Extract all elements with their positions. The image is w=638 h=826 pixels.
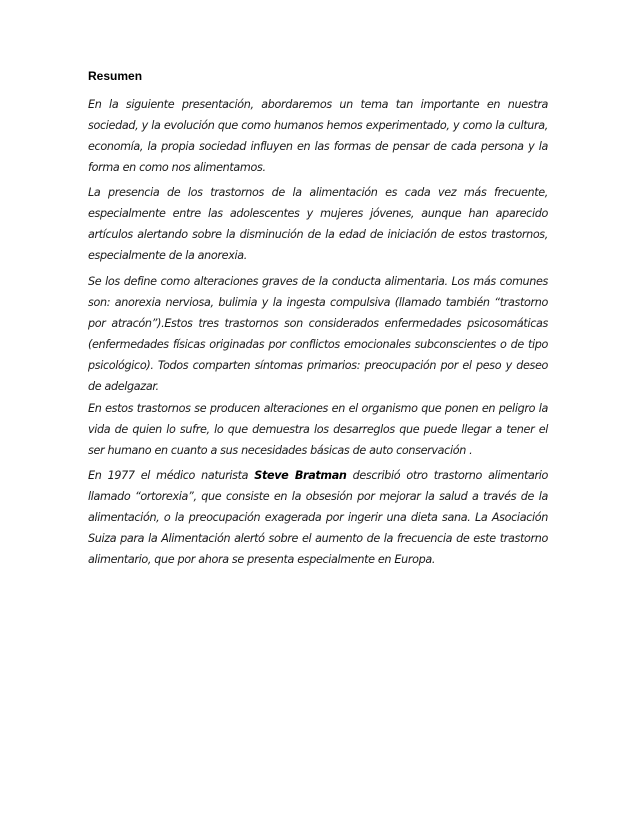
- paragraph-introduction: En la siguiente presentación, abordaremos un tema tan importante en nuestra sociedad, y la evolución que como humanos hemos experimentado, y como la cultura, economía, la propia sociedad influyen en las formas de pensar de cada persona y la forma en como nos alimentamos.: [88, 98, 548, 174]
- document-heading: Resumen: [88, 69, 143, 83]
- author-name: Steve Bratman: [254, 469, 347, 482]
- paragraph-orthorexia-body: describió otro trastorno alimentario llamado “ortorexia”, que consiste en la obsesión por mejorar la salud a través de la alimentación, o la preocupación exagerada por ingerir una dieta sana. La Asociación Suiza para la Alimentación alertó sobre el aumento de la frecuencia de este trastorno alimentario, que por ahora se presenta especialmente en Europa.: [88, 469, 548, 566]
- paragraph-prevalence: La presencia de los trastornos de la alimentación es cada vez más frecuente, especialmente entre las adolescentes y mujeres jóvenes, aunque han aparecido artículos alertando sobre la disminución de la edad de iniciación de estos trastornos, especialmente de la anorexia.: [88, 186, 548, 262]
- paragraph-orthorexia: [88, 465, 548, 570]
- paragraph-orthorexia-intro: En 1977 el médico naturista: [88, 469, 255, 482]
- paragraph-consequences: En estos trastornos se producen alteraciones en el organismo que ponen en peligro la vida de quien lo sufre, lo que demuestra los desarreglos que puede llegar a tener el ser humano en cuanto a sus necesidades básicas de auto conservación .: [88, 402, 548, 457]
- paragraph-definition: Se los define como alteraciones graves de la conducta alimentaria. Los más comunes son: anorexia nerviosa, bulimia y la ingesta compulsiva (llamado también “trastorno por atracón”).Estos tres trastornos son considerados enfermedades psicosomáticas (enfermedades físicas originadas por conflictos emocionales subconscientes o de tipo psicológico). Todos comparten síntomas primarios: preocupación por el peso y deseo de adelgazar.: [88, 275, 548, 393]
